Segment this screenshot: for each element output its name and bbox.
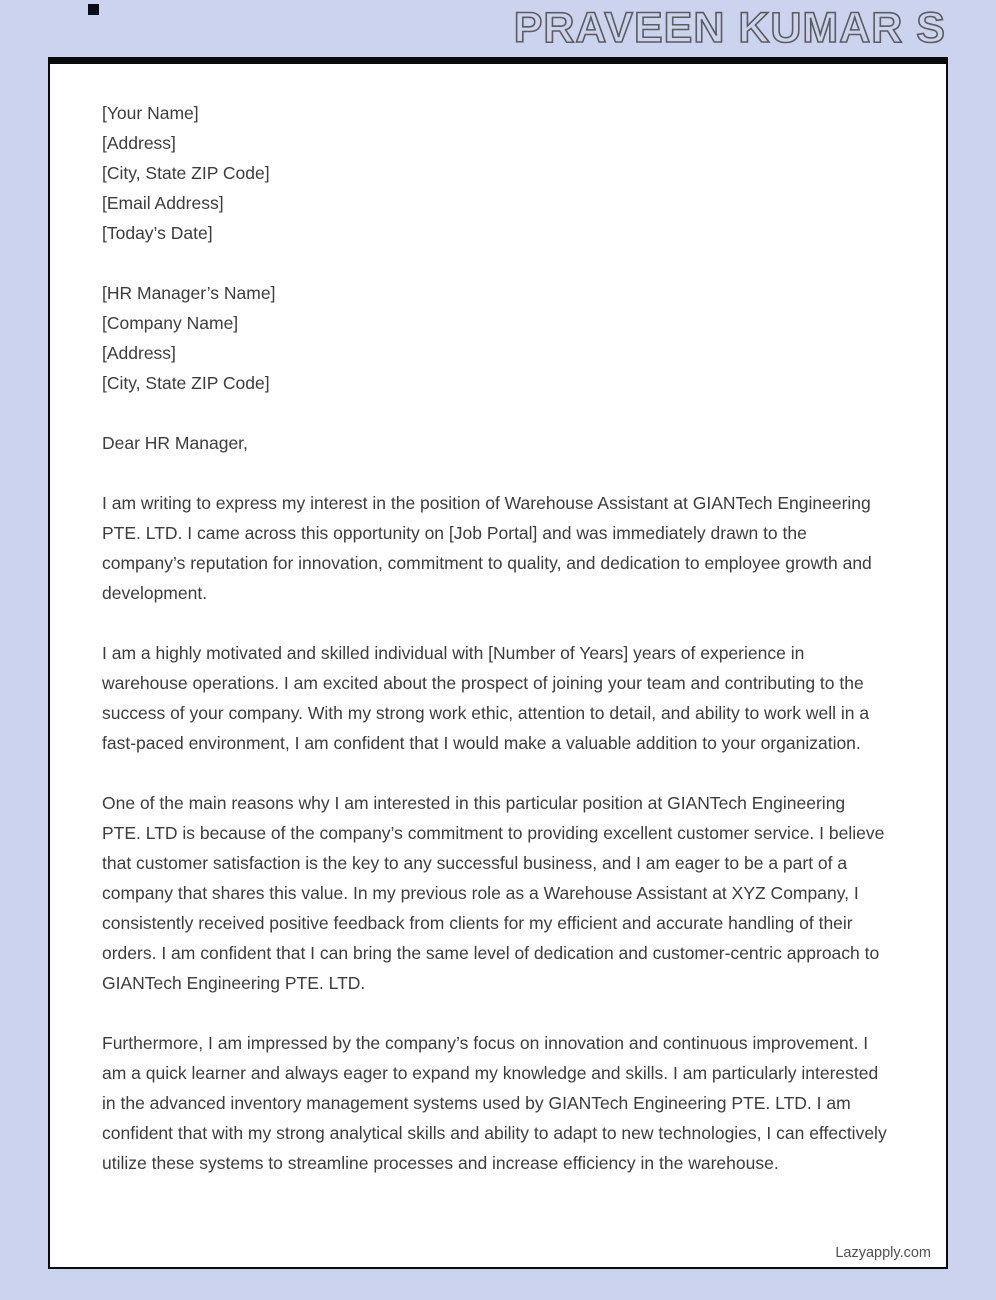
watermark: Lazyapply.com: [831, 1243, 935, 1263]
recipient-address-line: [Address]: [102, 343, 176, 363]
recipient-company-line: [Company Name]: [102, 313, 239, 333]
recipient-name-line: [HR Manager’s Name]: [102, 283, 276, 303]
header-name: PRAVEEN KUMAR S: [513, 4, 946, 52]
letter-page: [48, 57, 948, 1269]
recipient-block: [102, 278, 888, 398]
sender-block: [102, 98, 888, 248]
sender-address-line: [Address]: [102, 133, 176, 153]
sender-city-line: [City, State ZIP Code]: [102, 163, 270, 183]
paragraph-2: I am a highly motivated and skilled individual with [Number of Years] years of experience in warehouse operations. I am excited about the prospect of joining your team and contributing to the success of your company. With my strong work ethic, attention to detail, and ability to work well in a fast-paced environment, I am confident that I would make a valuable addition to your organization.: [102, 643, 870, 753]
sender-name-line: [Your Name]: [102, 103, 199, 123]
salutation: Dear HR Manager,: [102, 433, 248, 453]
sender-date-line: [Today’s Date]: [102, 223, 213, 243]
corner-decoration: [88, 4, 99, 15]
paragraph-3: One of the main reasons why I am interested in this particular position at GIANTech Engineering PTE. LTD is because of the company’s commitment to providing excellent customer service. I believe that customer satisfaction is the key to any successful business, and I am eager to be a part of a company that shares this value. In my previous role as a Warehouse Assistant at XYZ Company, I consistently received positive feedback from clients for my efficient and accurate handling of their orders. I am confident that I can bring the same level of dedication and customer-centric approach to GIANTech Engineering PTE. LTD.: [102, 793, 885, 993]
paragraph-4: Furthermore, I am impressed by the company’s focus on innovation and continuous improvement. I am a quick learner and always eager to expand my knowledge and skills. I am particularly interested in the advanced inventory management systems used by GIANTech Engineering PTE. LTD. I am confident that with my strong analytical skills and ability to adapt to new technologies, I can effectively utilize these systems to streamline processes and increase efficiency in the warehouse.: [102, 1033, 887, 1173]
sender-email-line: [Email Address]: [102, 193, 224, 213]
paragraph-1: I am writing to express my interest in the position of Warehouse Assistant at GIANTech Engineering PTE. LTD. I came across this opportunity on [Job Portal] and was immediately drawn to the company’s reputation for innovation, commitment to quality, and dedication to employee growth and development.: [102, 493, 872, 603]
recipient-city-line: [City, State ZIP Code]: [102, 373, 270, 393]
letter-content: [50, 64, 946, 1178]
